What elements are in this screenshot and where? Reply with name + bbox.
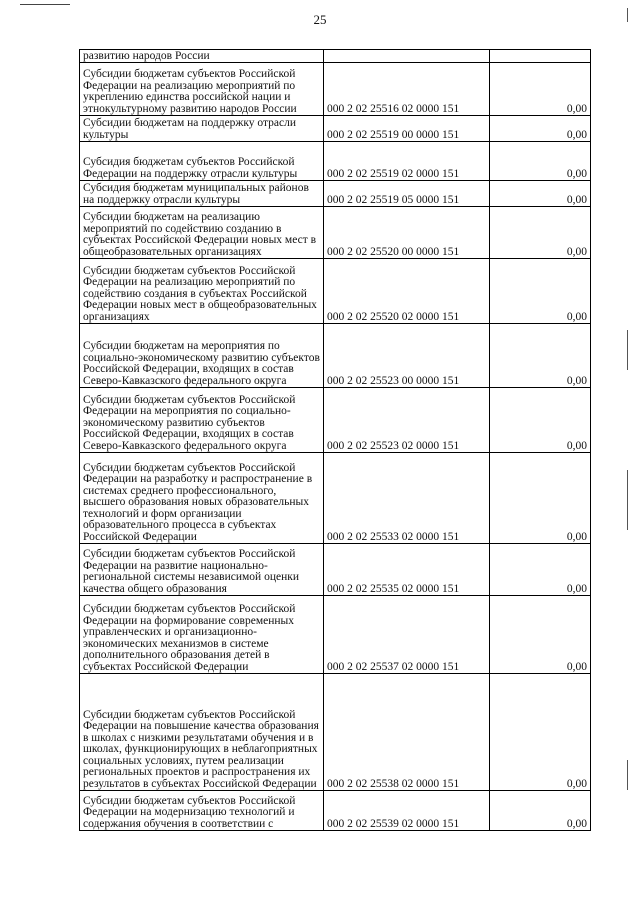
row-value (490, 50, 591, 63)
row-code: 000 2 02 25519 05 0000 151 (324, 181, 490, 207)
row-name: Субсидии бюджетам субъектов Российской Федерации на развитие национально-региональной системы независимой оценки качества общего образования (80, 544, 324, 596)
table-row (80, 544, 591, 596)
row-name: Субсидия бюджетам субъектов Российской Федерации на поддержку отрасли культуры (80, 142, 324, 181)
row-name: Субсидии бюджетам субъектов Российской Федерации на реализацию мероприятий по укреплению единства российской нации и этнокультурному развитию народов России (80, 63, 324, 116)
row-value: 0,00 (490, 116, 591, 142)
row-value: 0,00 (490, 142, 591, 181)
table-row (80, 453, 591, 544)
row-value: 0,00 (490, 63, 591, 116)
table-row (80, 674, 591, 791)
row-value: 0,00 (490, 791, 591, 831)
table-row (80, 63, 591, 116)
row-value: 0,00 (490, 596, 591, 674)
table-row (80, 596, 591, 674)
row-code: 000 2 02 25523 00 0000 151 (324, 324, 490, 388)
scan-edge-mark (627, 330, 628, 370)
row-code: 000 2 02 25519 02 0000 151 (324, 142, 490, 181)
page-number: 25 (313, 12, 327, 27)
row-name: Субсидии бюджетам субъектов Российской Федерации на формирование современных управленческих и организационно-экономических механизмов в системе дополнительного образования детей в субъектах Российской Федерации (80, 596, 324, 674)
row-code: 000 2 02 25523 02 0000 151 (324, 388, 490, 453)
row-code: 000 2 02 25535 02 0000 151 (324, 544, 490, 596)
row-value: 0,00 (490, 259, 591, 324)
scan-edge-mark (627, 470, 628, 530)
row-value: 0,00 (490, 674, 591, 791)
row-value: 0,00 (490, 181, 591, 207)
row-name: Субсидии бюджетам на мероприятия по социально-экономическому развитию субъектов Российской Федерации, входящих в состав Северо-Кавказского федерального округа (80, 324, 324, 388)
row-value: 0,00 (490, 324, 591, 388)
row-name: Субсидии бюджетам субъектов Российской Федерации на разработку и распространение в системах среднего профессионального, высшего образования новых образовательных технологий и форм организации образовательного процесса в субъектах Российской Федерации (80, 453, 324, 544)
table-row (80, 50, 591, 63)
budget-table (79, 49, 591, 831)
row-name: развитию народов России (80, 50, 324, 63)
row-code: 000 2 02 25520 00 0000 151 (324, 207, 490, 259)
row-code: 000 2 02 25537 02 0000 151 (324, 596, 490, 674)
row-code: 000 2 02 25538 02 0000 151 (324, 674, 490, 791)
row-code: 000 2 02 25520 02 0000 151 (324, 259, 490, 324)
table-row (80, 207, 591, 259)
row-value: 0,00 (490, 388, 591, 453)
table-row (80, 791, 591, 831)
row-name: Субсидия бюджетам муниципальных районов на поддержку отрасли культуры (80, 181, 324, 207)
table-row (80, 142, 591, 181)
row-code: 000 2 02 25516 02 0000 151 (324, 63, 490, 116)
row-name: Субсидии бюджетам субъектов Российской Федерации на мероприятия по социально-экономическому развитию субъектов Российской Федерации, входящих в состав Северо-Кавказского федерального округа (80, 388, 324, 453)
row-name: Субсидии бюджетам на реализацию мероприятий по содействию созданию в субъектах Российской Федерации новых мест в общеобразовательных организациях (80, 207, 324, 259)
row-value: 0,00 (490, 207, 591, 259)
row-name: Субсидии бюджетам на поддержку отрасли культуры (80, 116, 324, 142)
row-code (324, 50, 490, 63)
row-code: 000 2 02 25539 02 0000 151 (324, 791, 490, 831)
row-name: Субсидии бюджетам субъектов Российской Федерации на повышение качества образования в школах с низкими результатами обучения и в школах, функционирующих в неблагоприятных социальных условиях, путем реализации региональных проектов и распространения их результатов в субъектах Российской Федерации (80, 674, 324, 791)
table-row (80, 259, 591, 324)
table-row (80, 181, 591, 207)
table-row (80, 116, 591, 142)
row-code: 000 2 02 25533 02 0000 151 (324, 453, 490, 544)
row-value: 0,00 (490, 544, 591, 596)
table-row (80, 388, 591, 453)
row-name: Субсидии бюджетам субъектов Российской Федерации на модернизацию технологий и содержания обучения в соответствии с (80, 791, 324, 831)
scan-edge-mark (627, 760, 628, 790)
row-name: Субсидии бюджетам субъектов Российской Федерации на реализацию мероприятий по содействию создания в субъектах Российской Федерации новых мест в общеобразовательных организациях (80, 259, 324, 324)
row-code: 000 2 02 25519 00 0000 151 (324, 116, 490, 142)
table-row (80, 324, 591, 388)
scan-edge-line (20, 4, 70, 5)
row-value: 0,00 (490, 453, 591, 544)
